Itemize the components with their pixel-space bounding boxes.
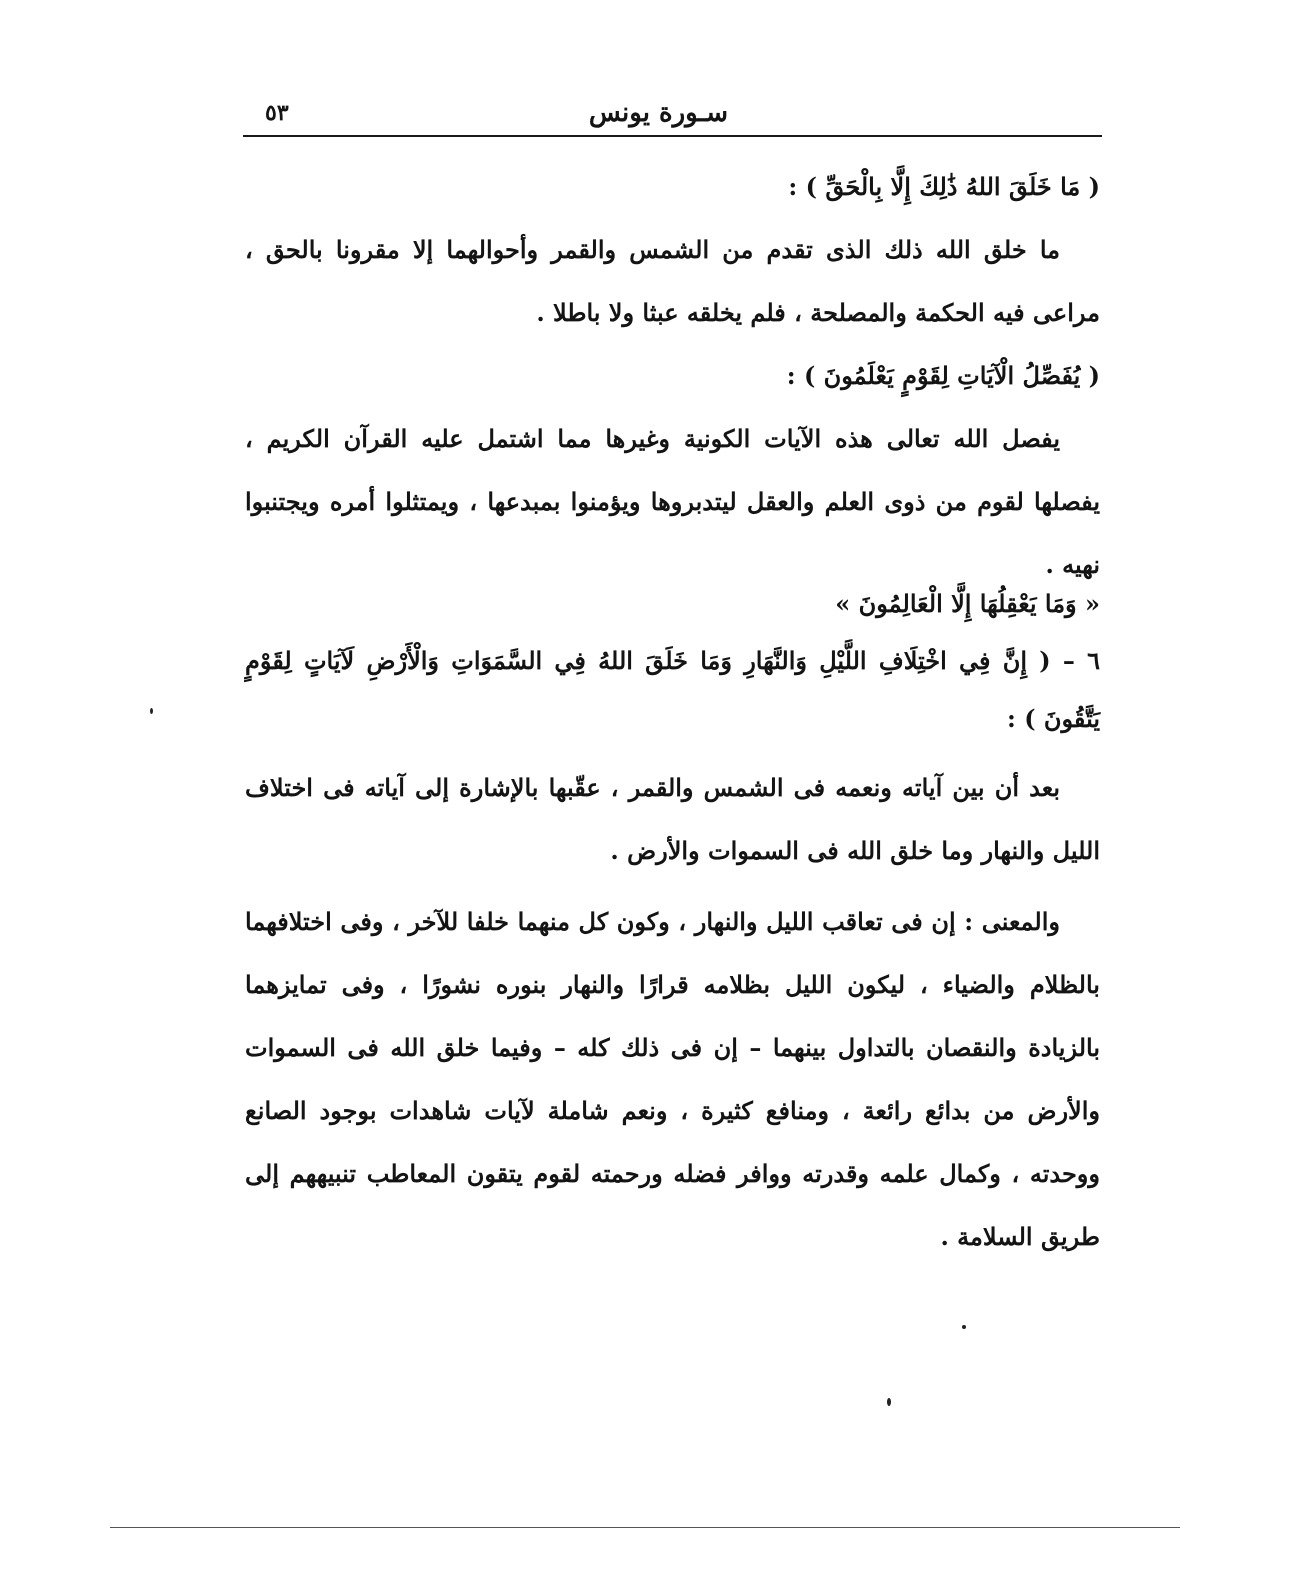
commentary-paragraph: والمعنى : إن فى تعاقب الليل والنهار ، وكون كل منهما خلفا للآخر ، وفى اختلافهما بالظلام والضياء ، ليكون الليل بظلامه قرارًا والنهار بنوره نشورًا ، وفى تمايزهما بالزيادة والنقصان بالتداول بينهما – إن فى ذلك كله – وفيما خلق الله فى السموات والأرض من بدائع رائعة ، ومنافع كثيرة ، ونعم شاملة لآيات شاهدات بوجود الصانع ووحدته ، وكمال علمه وقدرته ووافر فضله ورحمته لقوم يتقون المعاطب تنبيههم إلى طريق السلامة . — [245, 907, 1100, 1251]
scan-speck — [962, 1325, 966, 1329]
page-title: سـورة يونس — [588, 98, 728, 128]
quran-verse-numbered: ٦ – ( إِنَّ فِي اخْتِلَافِ اللَّيْلِ وَالنَّهَارِ وَمَا خَلَقَ اللهُ فِي السَّمَوَاتِ وَالْأَرْضِ لَآيَاتٍ لِقَوْمٍ يَتَّقُونَ ) : — [245, 646, 1100, 733]
scan-speck — [887, 1398, 891, 1406]
commentary-paragraph: يفصل الله تعالى هذه الآيات الكونية وغيرها مما اشتمل عليه القرآن الكريم ، يفصلها لقوم من ذوى العلم والعقل ليتدبروها ويؤمنوا بمبدعها ، ويمتثلوا أمره ويجتنبوا نهيه . — [245, 424, 1100, 579]
quran-verse: « وَمَا يَعْقِلُهَا إِلَّا الْعَالِمُونَ » — [835, 589, 1100, 618]
header-divider — [243, 135, 1102, 137]
page-header — [245, 96, 1100, 136]
quran-verse: ( مَا خَلَقَ اللهُ ذَٰلِكَ إِلَّا بِالْحَقِّ ) : — [788, 172, 1100, 201]
page-body — [245, 155, 1100, 1268]
commentary-paragraph: بعد أن بين آياته ونعمه فى الشمس والقمر ، عقّبها بالإشارة إلى آياته فى اختلاف الليل والنهار وما خلق الله فى السموات والأرض . — [245, 773, 1100, 865]
commentary-paragraph: ما خلق الله ذلك الذى تقدم من الشمس والقمر وأحوالهما إلا مقرونا بالحق ، مراعى فيه الحكمة والمصلحة ، فلم يخلقه عبثا ولا باطلا . — [245, 235, 1100, 327]
footer-divider — [110, 1527, 1180, 1528]
quran-verse: ( يُفَصِّلُ الْآيَاتِ لِقَوْمٍ يَعْلَمُونَ ) : — [786, 361, 1100, 390]
page-number: ٥٣ — [265, 100, 289, 126]
scan-speck — [150, 708, 153, 714]
